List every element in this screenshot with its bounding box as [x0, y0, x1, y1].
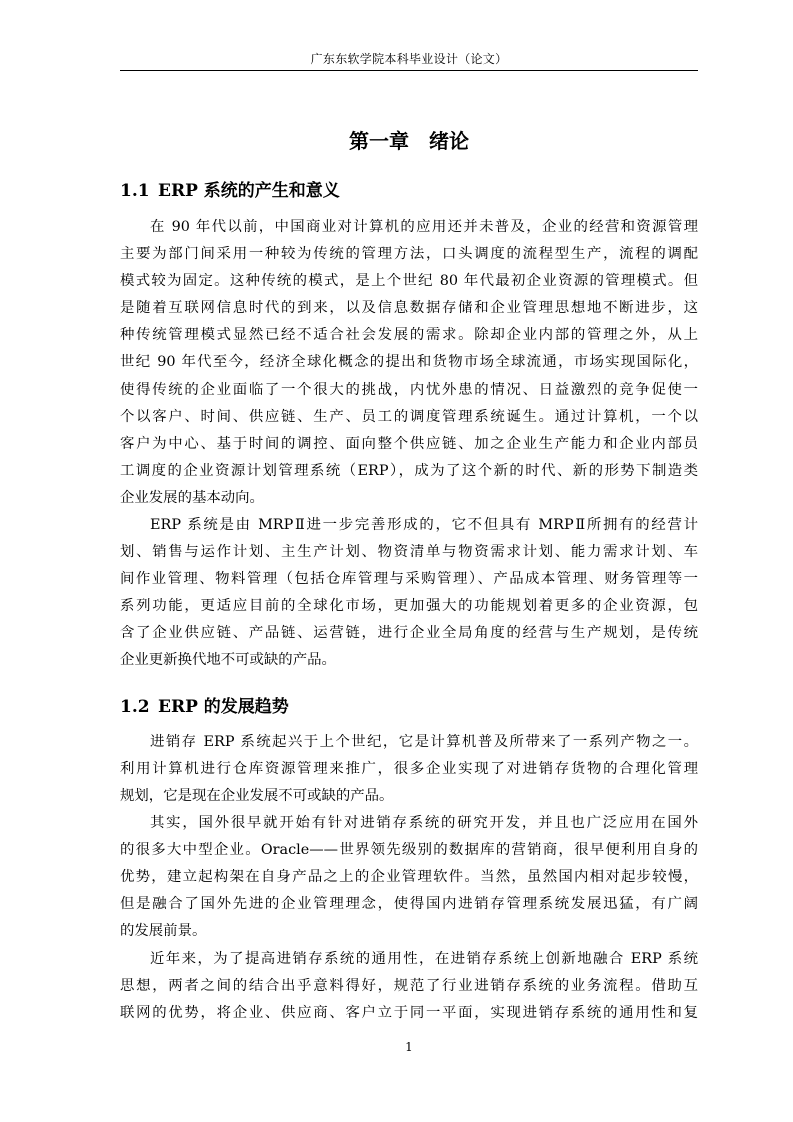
text-line: 思想，两者之间的结合出乎意料得好，规范了行业进销存系统的业务流程。借助互	[120, 978, 698, 995]
text-line: 进销存 ERP 系统起兴于上个世纪，它是计算机普及所带来了一系列产物之一。	[150, 734, 698, 750]
section-heading-1-2	[120, 695, 698, 719]
section-number: 1.2	[120, 697, 150, 717]
text-line: 工调度的企业资源计划管理系统（ERP），成为了这个新的时代、新的形势下制造类	[120, 462, 698, 479]
text-line: 系列功能，更适应目前的全球化市场，更加强大的功能规划着更多的企业资源，包	[120, 598, 698, 615]
paragraph-1-2-1	[120, 729, 698, 810]
text-line: 划、销售与运作计划、主生产计划、物资清单与物资需求计划、能力需求计划、车	[120, 544, 698, 561]
running-header: 广东东软学院本科毕业设计（论文）	[310, 52, 508, 66]
text-line: 含了企业供应链、产品链、运营链，进行企业全局角度的经营与生产规划，是传统	[120, 625, 698, 642]
text-line: 客户为中心、基于时间的调控、面向整个供应链、加之企业生产能力和企业内部员	[120, 435, 698, 452]
paragraph-1-1-2	[120, 512, 698, 675]
paragraph-1-2-3	[120, 946, 698, 1027]
text-line: 间作业管理、物料管理（包括仓库管理与采购管理）、产品成本管理、财务管理等一	[120, 571, 698, 588]
text-line: 联网的优势，将企业、供应商、客户立于同一平面，实现进销存系统的通用性和复	[120, 1005, 698, 1022]
paragraph-1-1-1	[120, 214, 698, 512]
text-line: 利用计算机进行仓库资源管理来推广，很多企业实现了对进销存货物的合理化管理	[120, 761, 698, 778]
chapter-title	[120, 127, 698, 155]
chapter-number: 第一章	[349, 129, 409, 153]
section-heading-1-1	[120, 179, 698, 203]
text-line: 使得传统的企业面临了一个很大的挑战，内忧外患的情况、日益激烈的竞争促使一	[120, 381, 698, 398]
text-line: 优势，建立起构架在自身产品之上的企业管理软件。当然，虽然国内相对起步较慢，	[120, 869, 698, 886]
text-line: ERP 系统是由 MRPⅡ进一步完善形成的，它不但具有 MRPⅡ所拥有的经营计	[150, 517, 698, 533]
text-line: 种传统管理模式显然已经不适合社会发展的需求。除却企业内部的管理之外，从上	[120, 327, 698, 344]
text-line: 是随着互联网信息时代的到来，以及信息数据存储和企业管理思想地不断进步，这	[120, 300, 698, 317]
text-line: 世纪 90 年代至今，经济全球化概念的提出和货物市场全球流通，市场实现国际化，	[120, 354, 698, 371]
text-line: 但是融合了国外先进的企业管理理念，使得国内进销存管理系统发展迅猛，有广阔	[120, 896, 698, 913]
page-number: 1	[405, 1040, 413, 1054]
text-line: 的发展前景。	[120, 923, 207, 940]
paragraph-1-2-2	[120, 810, 698, 945]
text-line: 主要为部门间采用一种较为传统的管理方法，口头调度的流程型生产，流程的调配	[120, 246, 698, 263]
text-line: 近年来，为了提高进销存系统的通用性，在进销存系统上创新地融合 ERP 系统	[150, 951, 698, 967]
text-line: 个以客户、时间、供应链、生产、员工的调度管理系统诞生。通过计算机，一个以	[120, 408, 698, 425]
text-line: 其实，国外很早就开始有针对进销存系统的研究开发，并且也广泛应用在国外	[150, 815, 698, 831]
section-title: ERP 的发展趋势	[158, 697, 289, 717]
chapter-name: 绪论	[429, 129, 469, 153]
section-number: 1.1	[120, 181, 150, 201]
header-rule	[120, 70, 698, 71]
text-line: 在 90 年代以前，中国商业对计算机的应用还并未普及，企业的经营和资源管理	[150, 219, 698, 235]
text-line: 的很多大中型企业。Oracle——世界领先级别的数据库的营销商，很早便利用自身的	[120, 842, 698, 859]
section-title: ERP 系统的产生和意义	[158, 181, 340, 201]
text-line: 模式较为固定。这种传统的模式，是上个世纪 80 年代最初企业资源的管理模式。但	[120, 273, 698, 290]
text-line: 企业发展的基本动向。	[120, 489, 264, 506]
text-line: 企业更新换代地不可或缺的产品。	[120, 652, 336, 669]
text-line: 规划，它是现在企业发展不可或缺的产品。	[120, 788, 394, 805]
